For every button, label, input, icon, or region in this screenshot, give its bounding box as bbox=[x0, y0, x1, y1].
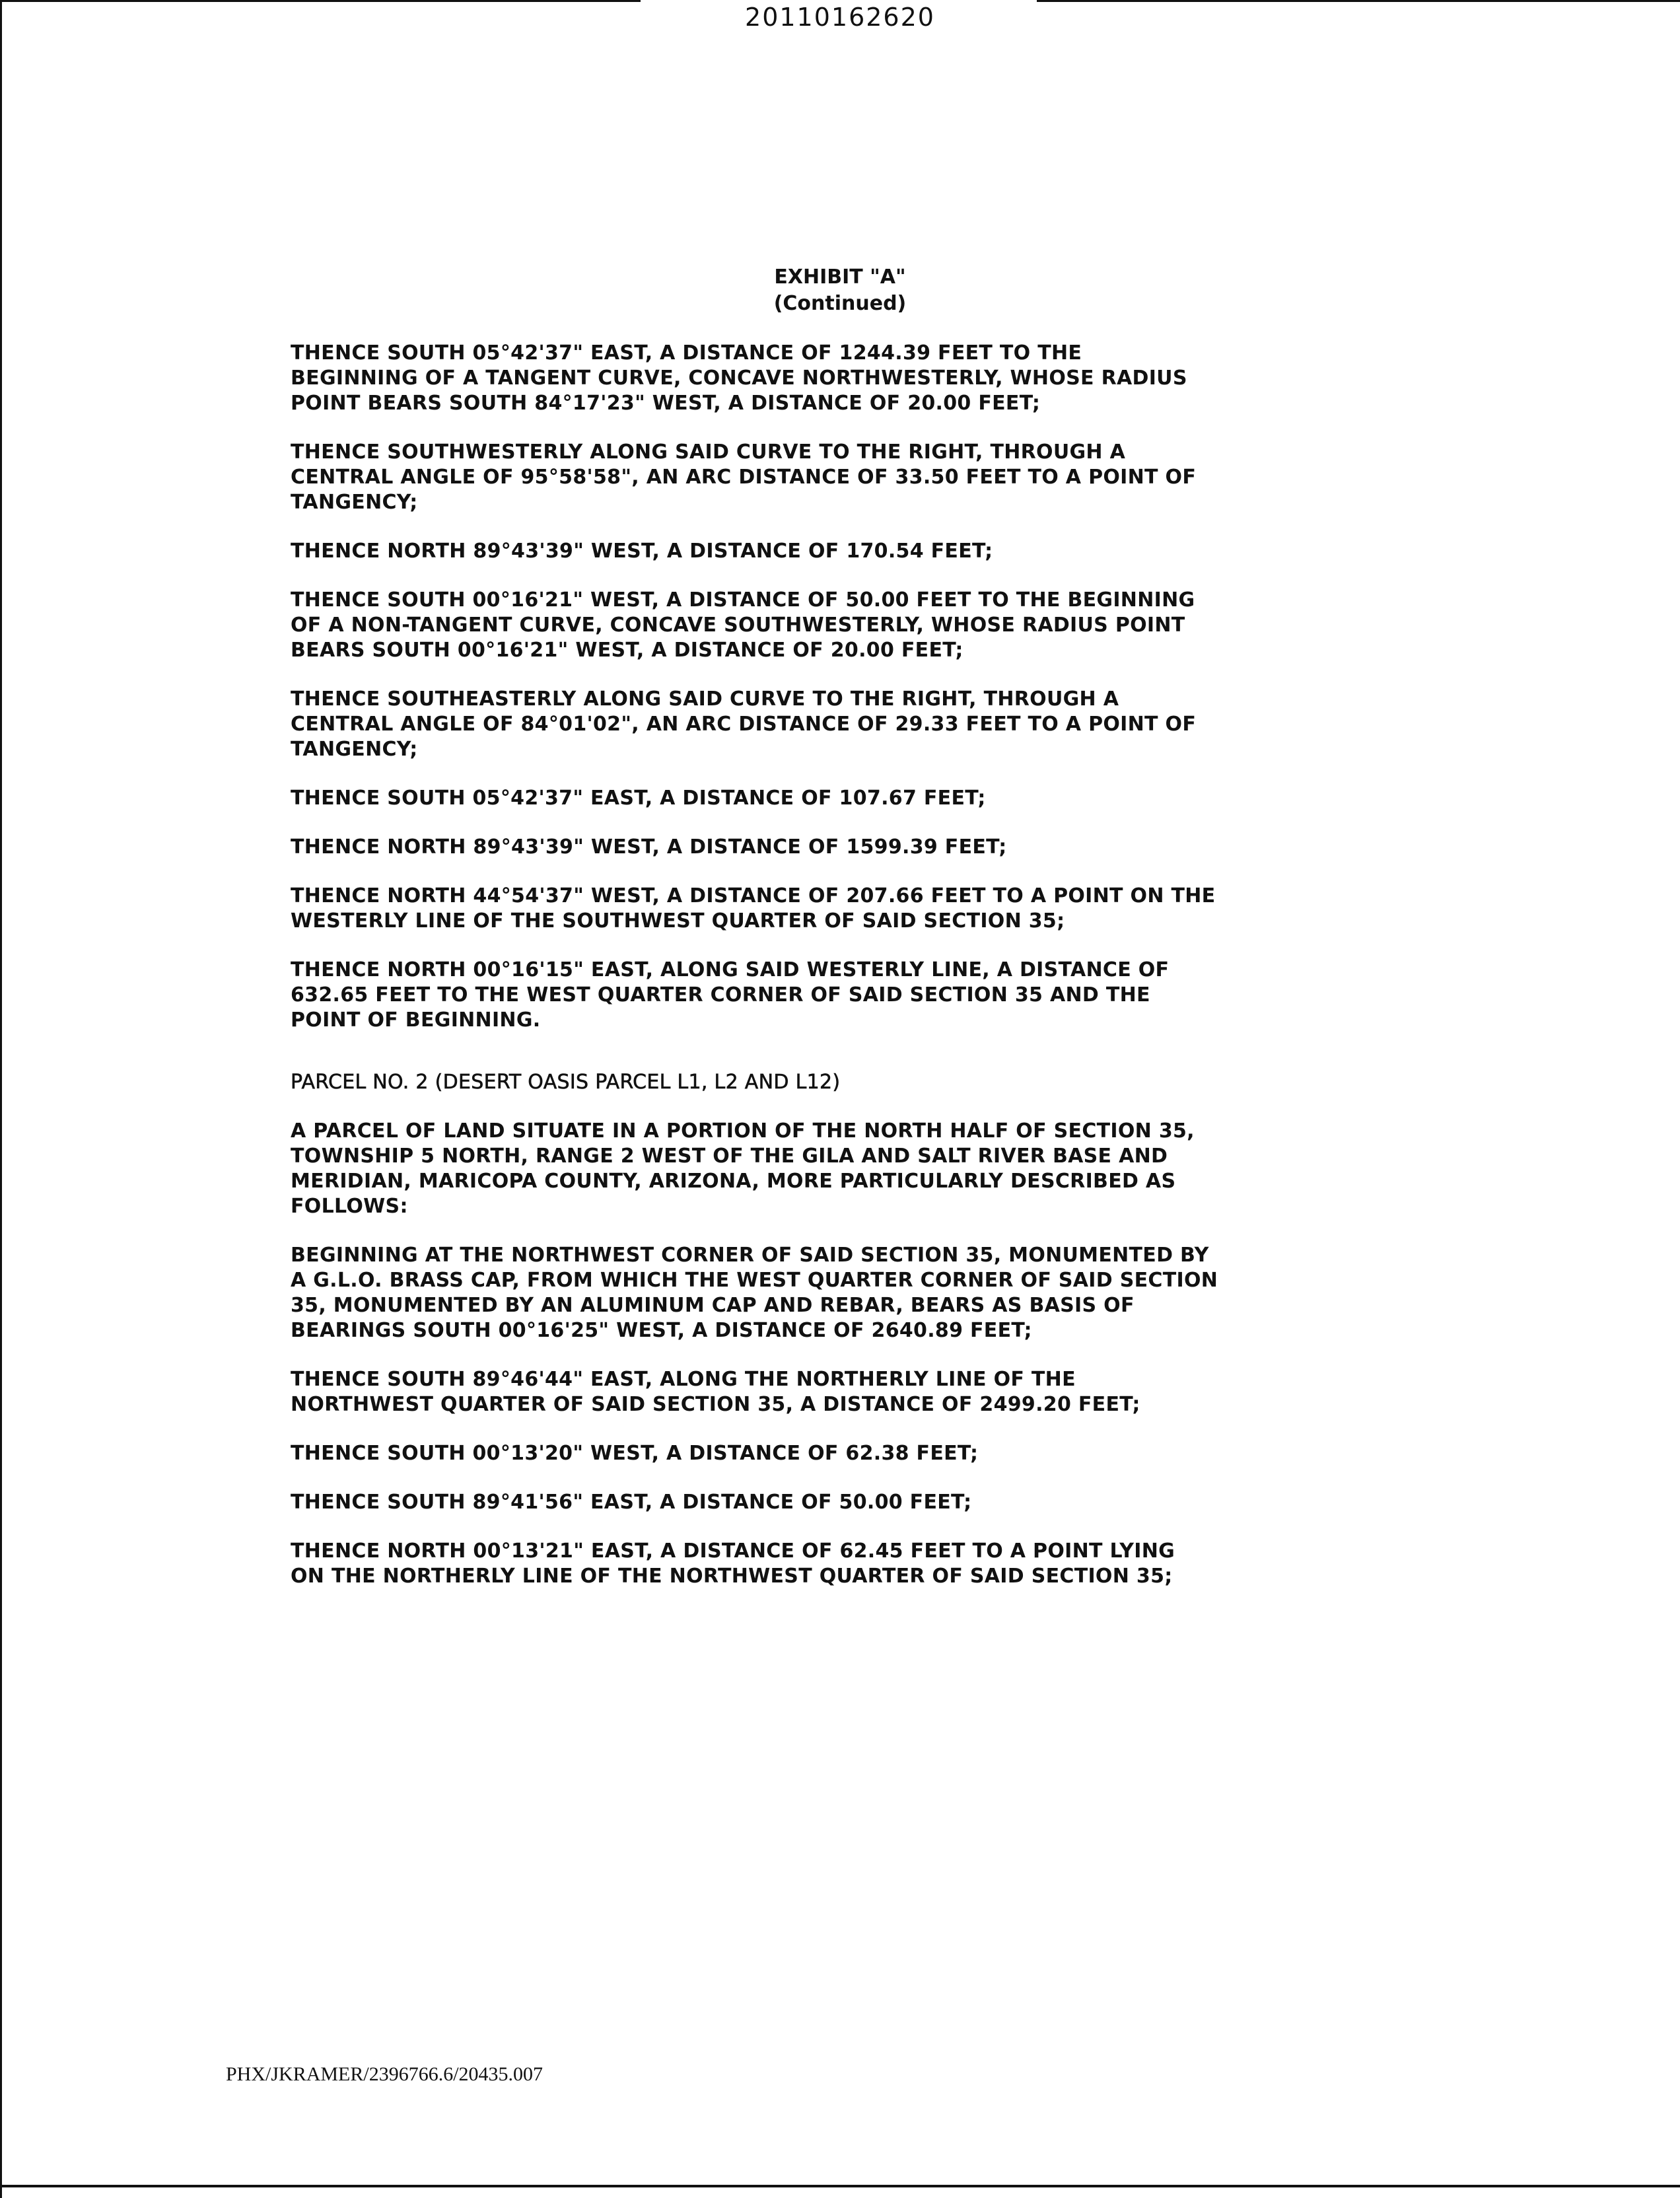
paragraph: THENCE NORTH 89°43'39" WEST, A DISTANCE OF 1599.39 FEET; bbox=[291, 835, 1007, 859]
paragraph: THENCE SOUTH 00°16'21" WEST, A DISTANCE OF 50.00 FEET TO THE BEGINNING OF A NON-TANGENT CURVE, CONCAVE SOUTHWESTERLY, WHOSE RADIUS POINT BEARS SOUTH 00°16'21" WEST, A DISTANCE OF 20.00 FEET; bbox=[291, 588, 1195, 662]
paragraph: BEGINNING AT THE NORTHWEST CORNER OF SAID SECTION 35, MONUMENTED BY A G.L.O. BRASS CAP, FROM WHICH THE WEST QUARTER CORNER OF SAID SECTION 35, MONUMENTED BY AN ALUMINUM CAP AND REBAR, BEARS AS BASIS OF BEARINGS SOUTH 00°16'25" WEST, A DISTANCE OF 2640.89 FEET; bbox=[291, 1244, 1218, 1342]
exhibit-heading bbox=[0, 264, 1680, 317]
scan-border-bottom bbox=[0, 2185, 1680, 2187]
paragraph: THENCE NORTH 44°54'37" WEST, A DISTANCE OF 207.66 FEET TO A POINT ON THE WESTERLY LINE OF THE SOUTHWEST QUARTER OF SAID SECTION 35; bbox=[291, 884, 1216, 933]
paragraph: THENCE SOUTH 05°42'37" EAST, A DISTANCE OF 1244.39 FEET TO THE BEGINNING OF A TANGENT CURVE, CONCAVE NORTHWESTERLY, WHOSE RADIUS POINT BEARS SOUTH 84°17'23" WEST, A DISTANCE OF 20.00 FEET; bbox=[291, 341, 1187, 415]
recording-number: 20110162620 bbox=[745, 3, 935, 32]
paragraph: A PARCEL OF LAND SITUATE IN A PORTION OF THE NORTH HALF OF SECTION 35, TOWNSHIP 5 NORTH, RANGE 2 WEST OF THE GILA AND SALT RIVER BASE AND MERIDIAN, MARICOPA COUNTY, ARIZONA, MORE PARTICULARLY DESCRIBED AS FOLLOWS: bbox=[291, 1119, 1195, 1218]
footer-reference: PHX/JKRAMER/2396766.6/20435.007 bbox=[226, 2063, 543, 2085]
paragraph: THENCE SOUTHWESTERLY ALONG SAID CURVE TO THE RIGHT, THROUGH A CENTRAL ANGLE OF 95°58'58", AN ARC DISTANCE OF 33.50 FEET TO A POINT OF TANGENCY; bbox=[291, 441, 1197, 514]
scan-border-top-right bbox=[1037, 0, 1680, 2]
scan-border-top-left bbox=[0, 0, 641, 2]
exhibit-subtitle: (Continued) bbox=[773, 292, 907, 315]
paragraph: THENCE NORTH 00°13'21" EAST, A DISTANCE OF 62.45 FEET TO A POINT LYING ON THE NORTHERLY LINE OF THE NORTHWEST QUARTER OF SAID SECTION 35; bbox=[291, 1540, 1175, 1588]
paragraph: THENCE NORTH 89°43'39" WEST, A DISTANCE OF 170.54 FEET; bbox=[291, 540, 993, 563]
paragraph: THENCE NORTH 00°16'15" EAST, ALONG SAID WESTERLY LINE, A DISTANCE OF 632.65 FEET TO THE WEST QUARTER CORNER OF SAID SECTION 35 AND THE POINT OF BEGINNING. bbox=[291, 958, 1170, 1032]
scan-border-left bbox=[0, 0, 2, 2198]
exhibit-title: EXHIBIT "A" bbox=[774, 266, 906, 289]
paragraph: THENCE SOUTH 89°41'56" EAST, A DISTANCE OF 50.00 FEET; bbox=[291, 1491, 972, 1514]
paragraph: THENCE SOUTHEASTERLY ALONG SAID CURVE TO THE RIGHT, THROUGH A CENTRAL ANGLE OF 84°01'02", AN ARC DISTANCE OF 29.33 FEET TO A POINT OF TANGENCY; bbox=[291, 688, 1197, 761]
paragraph: THENCE SOUTH 00°13'20" WEST, A DISTANCE OF 62.38 FEET; bbox=[291, 1442, 979, 1465]
legal-description bbox=[291, 341, 1281, 1613]
parcel-title: PARCEL NO. 2 (DESERT OASIS PARCEL L1, L2 AND L12) bbox=[291, 1071, 841, 1094]
paragraph: THENCE SOUTH 89°46'44" EAST, ALONG THE NORTHERLY LINE OF THE NORTHWEST QUARTER OF SAID SECTION 35, A DISTANCE OF 2499.20 FEET; bbox=[291, 1368, 1140, 1416]
paragraph: THENCE SOUTH 05°42'37" EAST, A DISTANCE OF 107.67 FEET; bbox=[291, 787, 986, 810]
